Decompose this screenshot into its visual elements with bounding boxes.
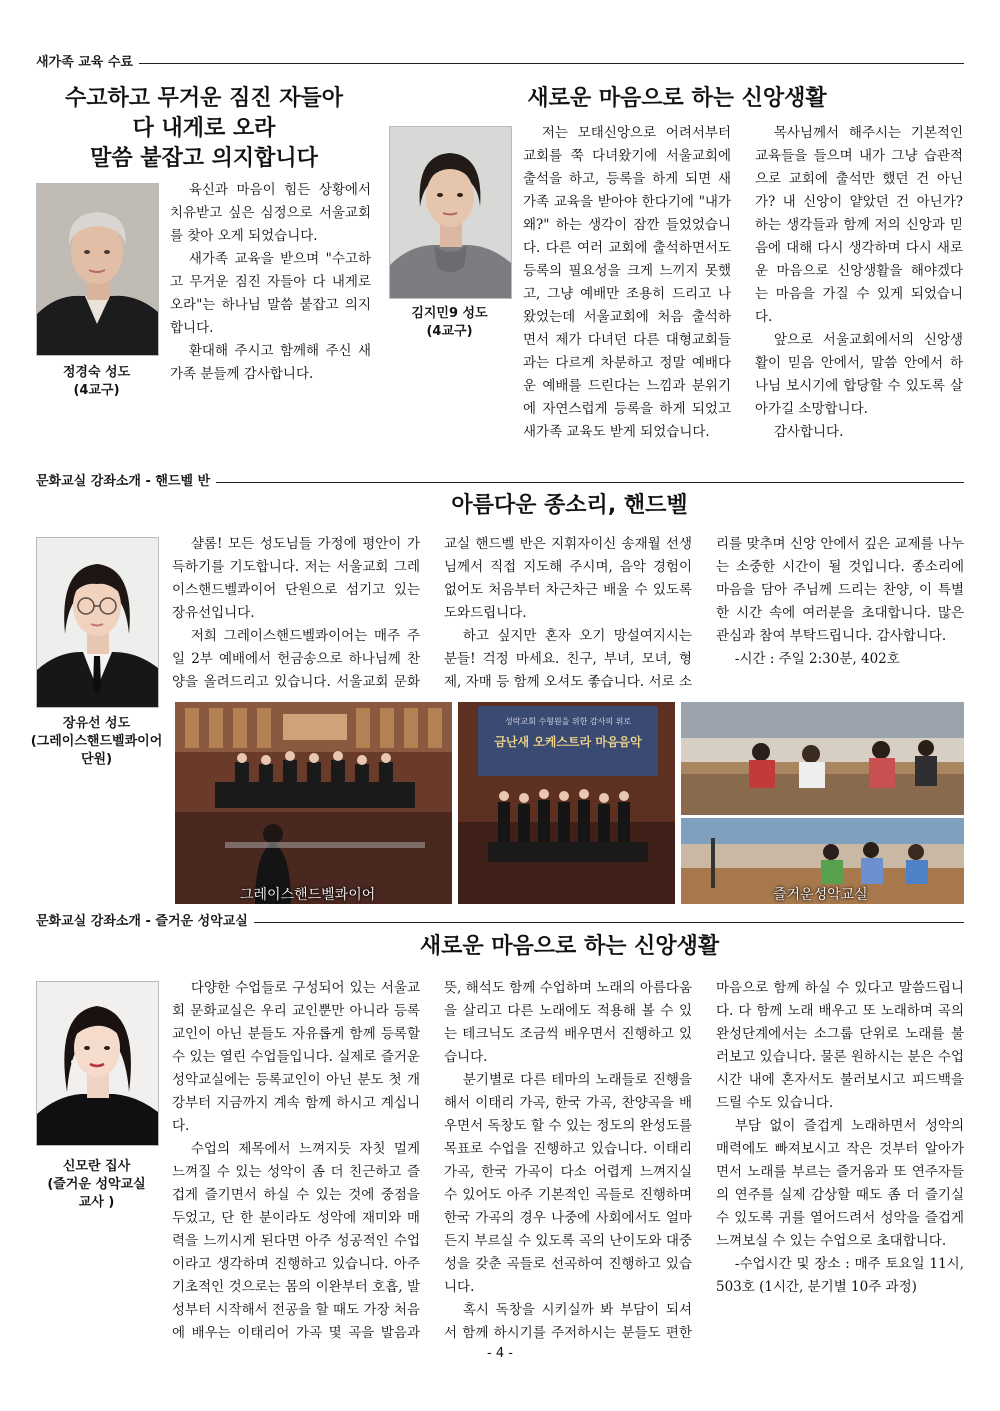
handbell-concert-image [458,702,675,904]
paragraph: 감사합니다. [773,424,844,440]
paragraph: -시간 : 주일 2:30분, 402호 [734,651,900,667]
headline-line: 수고하고 무거운 짐진 자들아 [64,86,343,111]
headline-line: 새로운 마음으로 하는 신앙생활 [527,86,827,111]
portrait-photo [389,126,512,299]
caption-group: (즐거운 성악교실 [47,1177,146,1192]
caption-group: 단원) [80,752,113,767]
banner-text-line: 성락교회 수형원을 위한 감사의 위로 [504,717,632,726]
caption-name: 신모란 집사 [62,1159,131,1174]
caption-group: (그레이스핸드벨콰이어 [30,734,163,749]
portrait-image [37,538,158,707]
headline-line: 아름다운 종소리, 핸드벨 [451,493,688,518]
caption-name: 장유선 성도 [62,716,131,731]
portrait-caption [30,715,163,769]
paragraph: 분기별로 다른 테마의 노래들로 진행을 해서 이태리 가곡, 한국 가곡, 찬양곡을 배우면서 독창도 할 수 있는 정도의 완성도를 목표로 수업을 진행하고 있습니다. 이태리 가곡, 한국 가곡이 다소 어렵게 느껴지실 수 있어도 아주 기본적인 곡들로 진행하며 한국 가곡의 경우 나중에 사회에서도 얼마든지 부르실 수 있도록 곡의 난이도와 대중성을 갖춘 곡들로 선곡하여 진행하고 있습니다. [444,1072,692,1295]
article-body [170,179,371,386]
photo-caption: 즐거운성악교실 [773,887,868,903]
paragraph: 혹시 독창을 시키실까 봐 부담이 되셔서 함께 하시기를 주저하시는 분들도 편한 마음으로 함께 하실 수 있다고 말씀드립니다. 다 함께 노래 배우고 또 노래하며 곡의 완성단계에서는 소그룹 단위로 노래를 불러보고 있습니다. 물론 원하시는 분은 수업시간 내에 혼자서도 불러보시고 피드백을 드릴 수도 있습니다. [444,980,964,1341]
paragraph: 수업의 제목에서 느껴지듯 자칫 멀게 느껴질 수 있는 성악이 좀 더 친근하고 즐겁게 즐기면서 하실 수 있는 것에 중점을 두었고, 단 한 분이라도 성악에 재미와 매력을 느끼시게 된다면 아주 성공적인 수업이라고 생각하며 진행하고 있습니다. 아주 기초적인 것으로는 몸의 이완부터 호흡, 발성부터 시작해서 전공을 할 때도 가장 처음에 배우는 이태리어 가곡 몇 곡을 발음과 뜻, 해석도 함께 수업하며 노래의 아름다움을 살리고 다른 노래에도 적용해 볼 수 있는 테크닉도 조금씩 배우면서 진행하고 있습니다. [172,980,692,1341]
vocal-class-image [681,702,964,815]
article-headline [175,491,964,521]
headline-line: 새로운 마음으로 하는 신앙생활 [419,934,720,959]
page-number: - 4 - [487,1346,513,1361]
article-headline [175,932,964,962]
paragraph: 저희 그레이스핸드벨콰이어는 매주 주일 2부 예배에서 헌금송으로 하나님께 찬양을 올려드리고 있습니다. 서울교회 문화교실 핸드벨 반은 지휘자이신 송재월 선생님께서 직접 지도해 주시며, 음악 경험이 없어도 처음부터 차근차근 배울 수 있도록 도와드립니다. [172,536,692,690]
portrait-caption [389,305,510,341]
vocal-class-photo [681,702,964,815]
photo-caption: 그레이스핸드벨콰이어 [240,887,376,903]
article-headline [36,84,372,174]
caption-group: 교사 ) [78,1195,115,1210]
section-label: 새가족 교육 수료 [36,55,139,71]
portrait-caption [36,364,157,400]
caption-group: (4교구) [73,383,120,398]
paragraph: 부담 없이 즐겁게 노래하면서 성악의 매력에도 빠져보시고 작은 것부터 알아가면서 노래를 부르는 즐거움과 또 연주자들의 연주를 실제 감상할 때도 좀 더 즐기실 수 있도록 귀를 열어드려서 성악을 즐겁게 느껴보실 수 있는 수업으로 초대합니다. [716,1118,964,1249]
handbell-photo [175,702,452,904]
caption-name: 김지민9 성도 [411,306,488,321]
portrait-caption [30,1158,163,1212]
handbell-photo [458,702,675,904]
handbell-choir-image [175,702,452,904]
banner-text-line: 금난새 오케스트라 마음음악 [494,735,642,749]
paragraph: 다양한 수업들로 구성되어 있는 서울교회 문화교실은 우리 교인뿐만 아니라 등록교인이 아닌 분들도 자유롭게 함께 등록할 수 있는 열린 수업들입니다. 실제로 즐거운 성악교실에는 등록교인이 아닌 분도 첫 개강부터 지금까지 계속 함께 하시고 계십니다. [172,980,420,1134]
section-label: 문화교실 강좌소개 - 핸드벨 반 [36,474,216,490]
paragraph: 저는 모태신앙으로 어려서부터 교회를 쭉 다녀왔기에 서울교회에 출석을 하고, 등록을 하게 되면 새가족 교육을 받아야 한다기에 "내가 왜?" 하는 생각이 잠깐 들었었습니다. 다른 여러 교회에 출석하면서도 등록의 필요성을 크게 느끼지 못했고, 그냥 예배만 조용히 드리고 나왔었는데 서울교회에 처음 출석하면서 제가 다녀던 다른 대형교회들과는 다르게 차분하고 정말 예배다운 예배를 드린다는 느낌과 분위기에 자연스럽게 등록을 하게 되었고 새가족 교육도 받게 되었습니다. [523,125,731,440]
paragraph: -수업시간 및 장소 : 매주 토요일 11시, 503호 (1시간, 분기별 10주 과정) [716,1256,964,1295]
portrait-image [37,184,158,355]
section-divider [36,63,964,64]
caption-name: 정경숙 성도 [62,365,131,380]
portrait-photo [36,183,159,356]
paragraph: 앞으로 서울교회에서의 신앙생활이 믿음 안에서, 말씀 안에서 하나님 보시기에 합당할 수 있도록 살아가길 소망합니다. [755,332,963,417]
portrait-photo [36,537,159,708]
article-headline [390,84,964,114]
paragraph: 육신과 마음이 힘든 상황에서 치유받고 싶은 심정으로 서울교회를 찾아 오게 되었습니다. [170,182,371,244]
paragraph: 새가족 교육을 받으며 "수고하고 무거운 짐진 자들아 다 내게로 오라"는 하나님 말씀 붙잡고 의지합니다. [170,251,371,336]
paragraph: 환대해 주시고 함께해 주신 새가족 분들께 감사합니다. [170,343,371,382]
paragraph: 샬롬! 모든 성도님들 가정에 평안이 가득하기를 기도합니다. 저는 서울교회 그레이스핸드벨콰이어 단원으로 섬기고 있는 장유선입니다. [172,536,420,621]
paragraph: 하고 싶지만 혼자 오기 망설여지시는 분들! 걱정 마세요. 친구, 부녀, 모녀, 형제, 자매 등 함께 오셔도 좋습니다. 서로 소리를 맞추며 신앙 안에서 깊은 교제를 나누는 소중한 시간이 될 것입니다. 종소리에 마음을 담아 주님께 드리는 찬양, 이 특별한 시간 속에 여러분을 초대합니다. 많은 관심과 참여 부탁드립니다. 감사합니다. [444,536,964,690]
article-body [523,122,963,467]
headline-line: 말씀 붙잡고 의지합니다 [90,146,318,171]
portrait-image [37,982,158,1145]
headline-line: 다 내게로 오라 [132,116,276,141]
article-body [172,533,964,694]
portrait-image [390,127,511,298]
portrait-photo [36,981,159,1146]
caption-group: (4교구) [426,324,473,339]
section-label: 문화교실 강좌소개 - 즐거운 성악교실 [36,914,254,930]
paragraph: 목사님께서 해주시는 기본적인 교육들을 들으며 내가 그냥 습관적으로 교회에 출석만 했던 건 아닌가? 내 신앙이 얕았던 건 아닌가? 하는 생각들과 함께 저의 신앙과 믿음에 대해 다시 생각하며 다시 새로운 마음으로 신앙생활을 해야겠다는 마음을 가질 수 있게 되었습니다. [755,125,963,325]
article-body [172,977,964,1345]
